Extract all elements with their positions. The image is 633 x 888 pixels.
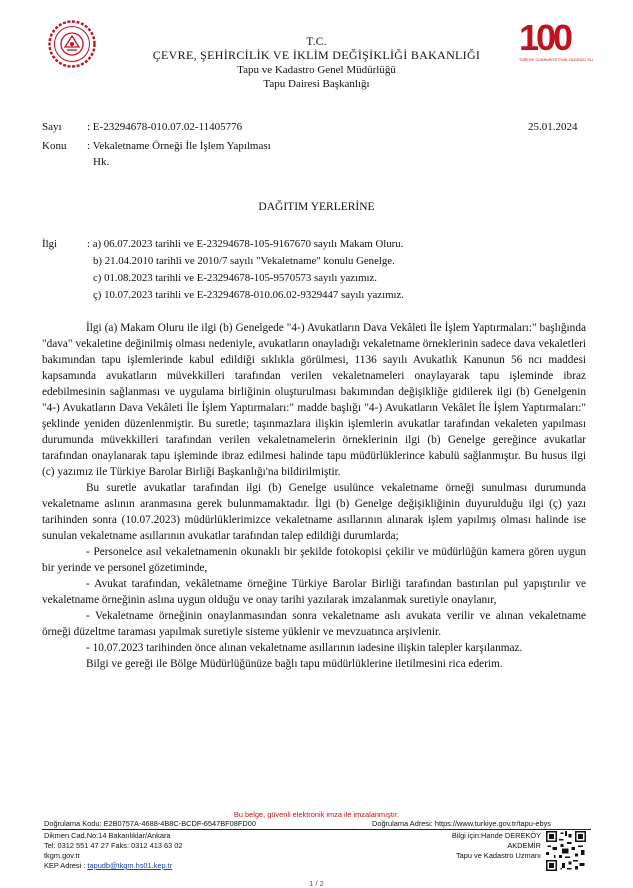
- footer-web: tkgm.gov.tr: [44, 851, 81, 860]
- letter-body: [42, 320, 586, 672]
- ilgi-item-c: c) 01.08.2023 tarihli ve E-23294678-105-9570573 sayılı yazımız.: [93, 272, 377, 284]
- konu-label: Konu: [42, 140, 67, 152]
- ilgi-item-a: : a) 06.07.2023 tarihli ve E-23294678-105-9167670 sayılı Makam Oluru.: [87, 238, 404, 250]
- konu-value: : Vekaletname Örneği İle İşlem Yapılması: [87, 140, 271, 152]
- verify-address: Doğrulama Adresi: https://www.turkiye.gov.tr/tapu-ebys: [372, 819, 551, 828]
- footer-kep: [44, 861, 172, 870]
- centennial-logo-caption: TÜRKİYE CUMHURİYETİ'NİN YÜZÜNCÜ YILI: [519, 58, 594, 62]
- bullet-2: - Avukat tarafından, vekâletname örneğine Türkiye Barolar Birliği tarafından bastırılan pul yapıştırılır ve vekaletname örneğinin aslına uygun olduğu ve onay tarihi yazılarak imzalanmak suretiyle onaylanır,: [42, 578, 586, 606]
- header-department: Tapu Dairesi Başkanlığı: [263, 78, 370, 90]
- footer-divider: [42, 829, 591, 830]
- esign-note: Bu belge, güvenli elektronik imza ile imzalanmıştır.: [233, 810, 400, 819]
- bullet-4: - 10.07.2023 tarihinden önce alınan vekaletname asıllarının iadesine ilişkin talepler karşılanmaz.: [86, 642, 523, 654]
- bullet-3: - Vekaletname örneğinin onaylanmasından sonra vekaletname aslı avukata verilir ve alınan vekaletname örneği düzeltme taraması yapılmak suretiyle sisteme yüklenir ve mevzuatınca arşivlenir.: [42, 610, 586, 638]
- info-contact: Bilgi için:Hande DEREKÖY: [451, 831, 541, 840]
- header-directorate: Tapu ve Kadastro Genel Müdürlüğü: [237, 64, 396, 76]
- page-number: 1 / 2: [309, 879, 324, 888]
- kep-link[interactable]: tapudb@tkgm.hs01.kep.tr: [87, 861, 173, 870]
- qr-code: [546, 831, 586, 871]
- closing-paragraph: Bilgi ve gereği ile Bölge Müdürlüğünüze bağlı tapu müdürlüklerine iletilmesini rica ederim.: [86, 658, 503, 670]
- konu-continuation: Hk.: [93, 156, 110, 168]
- paragraph-2: Bu suretle avukatlar tarafından ilgi (b) Genelge usulünce vekaletname örneği sunulması durumunda vekaletname aslının aranmasına gerek bulunmamaktadır. İlgi (b) Genelge değişikliğinin duyurulduğu ilgi (ç) yazı tarihinden sonra (10.07.2023) müdürlüklerimizce vekaletname asıllarının alınarak işlem yapılmış olması halinde ise sunulan vekaletname asıllarının avukatlar tarafından talep edildiği durumlarda;: [42, 482, 586, 542]
- bullet-1: - Personelce asıl vekaletnamenin okunaklı bir şekilde fotokopisi çekilir ve müdürlüğün kamera gören uygun bir yerinde ve personel gözetiminde,: [42, 546, 586, 574]
- paragraph-1: İlgi (a) Makam Oluru ile ilgi (b) Genelgede "4-) Avukatların Dava Vekâleti İle İşlem Yaptırmaları:" başlığında "dava" vekaletine değinilmiş olması nedeniyle, avukatların onayladığı vekaletname örneklerinin sadece dava vekaletleri bakımından tapu işlemlerinde kabul edildiği sıklıkla görülmesi, 1136 sayılı Avukatlık Kanunun 56 ncı maddesi kapsamında avukatların müvekkilleri tarafından verilen vekaletnameleri onaylayarak tapu işleminde ibraz edebilmesinin sağlanması ve uygulama birliğinin oluşturulması bakımından değişikliğe gidilerek ilgi (b) Genelgenin "4-) Avukatların Dava Vekâleti İle İşlem Yaptırmaları:" madde başlığı "4-) Avukatların Vekâlet İle İşlem Yaptırmaları:" şeklinde yeniden düzenlenmiştir. Bu suretle; taşınmazlara ilişkin işlemlerin avukatlar tarafından vekaleten yapılması durumunda müvekkilleri tarafından verilen vekaletnamelerin örneklerinin ilgi (b) Genelge gereğince avukatlar tarafından onaylanarak tapu işleminde ibraz edilmesi halinde tapu müdürlüklerince kabulü sağlanmıştır. Bu husus ilgi (c) yazımız ile Türkiye Barolar Birliği Başkanlığı'na bildirilmiştir.: [42, 322, 586, 478]
- info-surname: AKDEMİR: [507, 841, 541, 850]
- sayi-label: Sayı: [42, 121, 62, 133]
- header-ministry: ÇEVRE, ŞEHİRCİLİK VE İKLİM DEĞİŞİKLİĞİ BAKANLIĞI: [152, 48, 481, 62]
- ilgi-item-c-cedilla: ç) 10.07.2023 tarihli ve E-23294678-010.06.02-9329447 sayılı yazımız.: [93, 289, 404, 301]
- verify-code: Doğrulama Kodu: E2B0757A-4688-4B8C-BCDF-6547BF08FD00: [44, 819, 256, 828]
- sayi-value: : E-23294678-010.07.02-11405776: [87, 121, 243, 133]
- ilgi-item-b: b) 21.04.2010 tarihli ve 2010/7 sayılı "Vekaletname" konulu Genelge.: [93, 255, 395, 267]
- ilgi-label: İlgi: [42, 238, 57, 250]
- distribution-title: DAĞITIM YERLERİNE: [258, 201, 375, 213]
- footer-phone: Tel: 0312 551 47 27 Faks: 0312 413 63 02: [44, 841, 183, 850]
- centennial-logo-number: 100: [519, 17, 571, 58]
- info-title: Tapu ve Kadastro Uzmanı: [455, 851, 541, 860]
- header-tc: T.C.: [306, 36, 327, 48]
- footer-address: Dikmen Cad.No:14 Bakanlıklar/Ankara: [44, 831, 171, 840]
- document-date: 25.01.2024: [528, 121, 578, 133]
- kep-label: KEP Adresi :: [44, 861, 86, 870]
